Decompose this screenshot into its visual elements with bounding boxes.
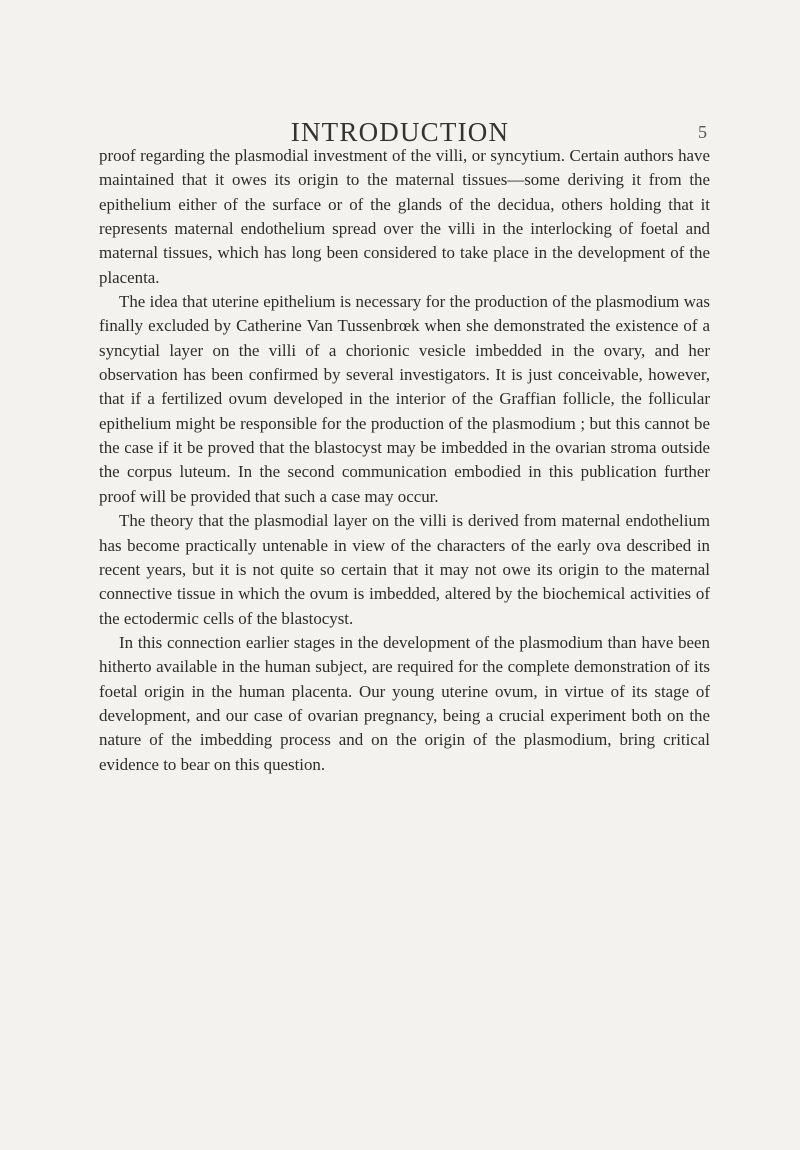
paragraph-1: proof regarding the plasmodial investment of the villi, or syncytium. Certain authors have maintained that it owes its origin to the maternal tissues—some deriving it from the epithelium either of the surface or of the glands of the decidua, others holding that it represents maternal endothelium spread over the villi in the interlocking of foetal and maternal tissues, which has long been considered to take place in the development of the placenta. [99, 146, 710, 287]
page-number: 5 [698, 122, 707, 142]
paragraph-2: The idea that uterine epithelium is necessary for the production of the plasmodium was finally excluded by Catherine Van Tussenbrœk when she demonstrated the existence of a syncytial layer on the villi of a chorionic vesicle imbedded in the ovary, and her observation has been confirmed by several investigators. It is just conceivable, however, that if a fertilized ovum developed in the interior of the Graffian follicle, the follicular epithelium might be responsible for the production of the plasmodium ; but this cannot be the case if it be proved that the blastocyst may be imbedded in the ovarian stroma outside the corpus luteum. In the second communication embodied in this publication further proof will be provided that such a case may occur. [99, 292, 710, 506]
body-text [99, 144, 710, 777]
paragraph-3: The theory that the plasmodial layer on the villi is derived from maternal endothelium has become practically untenable in view of the characters of the early ova described in recent years, but it is not quite so certain that it may not owe its origin to the maternal connective tissue in which the ovum is imbedded, altered by the biochemical activities of the ectodermic cells of the blastocyst. [99, 511, 710, 628]
running-title: INTRODUCTION [290, 117, 510, 147]
paragraph-4: In this connection earlier stages in the development of the plasmodium than have been hitherto available in the human subject, are required for the complete demonstration of its foetal origin in the human placenta. Our young uterine ovum, in virtue of its stage of development, and our case of ovarian pregnancy, being a crucial experiment both on the nature of the imbedding process and on the origin of the plasmodium, bring critical evidence to bear on this question. [99, 632, 710, 774]
